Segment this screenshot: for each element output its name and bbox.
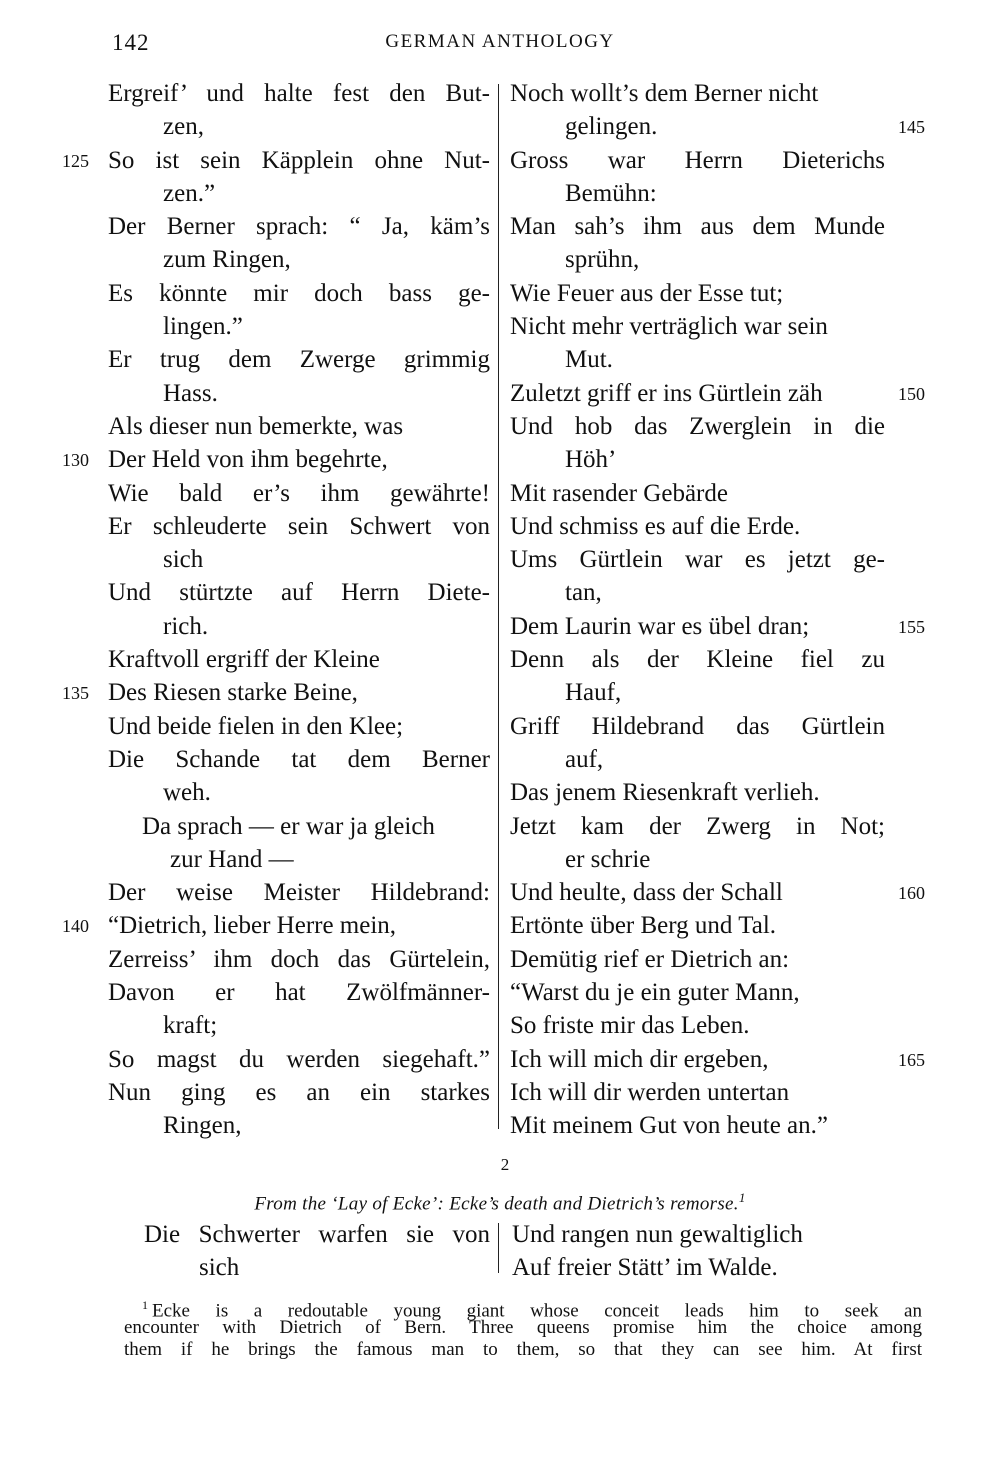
verse-line: Hauf, [565, 679, 622, 707]
verse-line: er schrie [565, 845, 651, 873]
verse-line: So magst du werden siegehaft.” [108, 1045, 490, 1073]
verse-line: Ums Gürtlein war es jetzt ge- [510, 546, 885, 574]
verse-line: Und beide fielen in den Klee; [108, 712, 404, 740]
verse-line: “Warst du je ein guter Mann, [510, 979, 800, 1007]
poem-right-column [510, 77, 925, 1143]
verse-line: gelingen. 145 [510, 110, 885, 143]
footnote-text: Ecke is a redoutable young giant whose conceit leads him to seek an [152, 1300, 922, 1322]
verse-line: Ertönte über Berg und Tal. [510, 912, 777, 940]
footnote-mark: 1 [142, 1298, 148, 1312]
verse-line: Nun ging es an ein starkes [108, 1078, 490, 1106]
line-number: 165 [898, 1049, 925, 1070]
verse-line: Mut. [565, 346, 613, 374]
footnote-line [124, 1339, 922, 1362]
verse-line: Zuletzt griff er ins Gürtlein zäh 150 [510, 377, 885, 410]
verse-line: zen.” [163, 179, 216, 207]
verse-line: Man sah’s ihm aus dem Munde [510, 213, 885, 241]
verse-line: Ich will mich dir ergeben, 165 [510, 1043, 885, 1076]
verse-line: Er trug dem Zwerge grimmig [108, 346, 490, 374]
poem-left-column [62, 77, 490, 1143]
verse-line: Und stürtzte auf Herrn Diete- [108, 579, 490, 607]
verse-line: Ich will dir werden untertan [510, 1078, 790, 1106]
verse-line: Die Schwerter warfen sie von [144, 1221, 490, 1248]
verse-line: Des Riesen starke Beine, 135 [108, 676, 490, 709]
line-number: 160 [898, 883, 925, 904]
page-number: 142 [112, 30, 150, 55]
verse-line: Höh’ [565, 446, 617, 474]
column-divider [498, 84, 499, 1129]
verse-line: zum Ringen, [163, 246, 291, 274]
verse-line: Wie bald er’s ihm gewährte! [108, 479, 490, 507]
verse-line: “Dietrich, lieber Herre mein, 140 [108, 909, 490, 942]
verse-line: tan, [565, 579, 602, 607]
verse-line: Denn als der Kleine fiel zu [510, 646, 885, 674]
verse-line: Ringen, [163, 1112, 242, 1140]
section-number: 2 [500, 1155, 510, 1174]
verse-line: Und schmiss es auf die Erde. [510, 512, 801, 540]
verse-line: sich [199, 1254, 240, 1282]
verse-line: Der weise Meister Hildebrand: [108, 879, 490, 907]
verse-line: Wie Feuer aus der Esse tut; [510, 279, 784, 307]
verse-line: Da sprach — er war ja gleich [142, 812, 435, 840]
line-number: 155 [898, 616, 925, 637]
verse-line: Kraftvoll ergriff der Kleine [108, 646, 380, 674]
verse-line: Auf freier Stätt’ im Walde. [512, 1254, 778, 1282]
running-head: GERMAN ANTHOLOGY [385, 31, 615, 52]
verse-line: So ist sein Käpplein ohne Nut- 125 [108, 144, 490, 177]
verse-line: Das jenem Riesenkraft verlieh. [510, 779, 820, 807]
verse-line: Nicht mehr verträglich war sein [510, 313, 828, 341]
section2-right-column [512, 1218, 872, 1285]
verse-line: Und hob das Zwerglein in die [510, 412, 885, 440]
footnote-text: them if he brings the famous man to them, so that they can see him. At first [124, 1339, 922, 1360]
verse-line: sich [163, 546, 204, 574]
footnote-text: encounter with Dietrich of Bern. Three queens promise him the choice among [124, 1316, 922, 1338]
verse-line: Es könnte mir doch bass ge- [108, 279, 490, 307]
verse-line: Dem Laurin war es übel dran; 155 [510, 610, 885, 643]
line-number: 125 [62, 150, 89, 171]
verse-line: Mit meinem Gut von heute an.” [510, 1112, 828, 1140]
verse-line: Davon er hat Zwölfmänner- [108, 979, 490, 1007]
verse-line: Und rangen nun gewaltiglich [512, 1221, 803, 1248]
verse-line: Zerreiss’ ihm doch das Gürtelein, [108, 945, 490, 973]
footnote-line [124, 1294, 922, 1322]
verse-line: rich. [163, 612, 209, 640]
section-title-text: From the ‘Lay of Ecke’: Ecke’s death and Dietrich’s remorse. [254, 1193, 739, 1215]
line-number: 130 [62, 450, 89, 471]
footnote-reference: 1 [738, 1190, 746, 1205]
verse-line: sprühn, [565, 246, 640, 274]
verse-line: Gross war Herrn Dieterichs [510, 146, 885, 174]
verse-line: Griff Hildebrand das Gürtlein [510, 712, 885, 740]
verse-line: Noch wollt’s dem Berner nicht [510, 80, 819, 107]
verse-line: Als dieser nun bemerkte, was [108, 412, 404, 440]
footnote-line [124, 1317, 922, 1340]
line-number: 135 [62, 683, 89, 704]
verse-line: kraft; [163, 1012, 218, 1040]
section-title [0, 1190, 1000, 1215]
verse-line: Bemühn: [565, 179, 657, 207]
verse-line: Hass. [163, 379, 218, 407]
line-number: 145 [898, 117, 925, 138]
verse-line: Die Schande tat dem Berner [108, 745, 490, 773]
section2-column-divider [498, 1223, 499, 1273]
verse-line: zen, [163, 113, 204, 141]
verse-line: So friste mir das Leben. [510, 1012, 750, 1040]
line-number: 140 [62, 916, 89, 937]
verse-line: Der Berner sprach: “ Ja, käm’s [108, 213, 490, 241]
verse-line: Demütig rief er Dietrich an: [510, 945, 790, 973]
verse-line: weh. [163, 779, 211, 807]
verse-line: Und heulte, dass der Schall 160 [510, 876, 885, 909]
verse-line: Jetzt kam der Zwerg in Not; [510, 812, 885, 840]
section2-left-column [144, 1218, 490, 1285]
verse-line: zur Hand — [170, 845, 294, 873]
verse-line: Er schleuderte sein Schwert von [108, 512, 490, 540]
line-number: 150 [898, 383, 925, 404]
verse-line: lingen.” [163, 313, 243, 341]
verse-line: Mit rasender Gebärde [510, 479, 728, 507]
verse-line: Ergreif’ und halte fest den But- [108, 80, 490, 107]
footnote [124, 1294, 922, 1362]
verse-line: Der Held von ihm begehrte, 130 [108, 443, 490, 476]
verse-line: auf, [565, 745, 604, 773]
